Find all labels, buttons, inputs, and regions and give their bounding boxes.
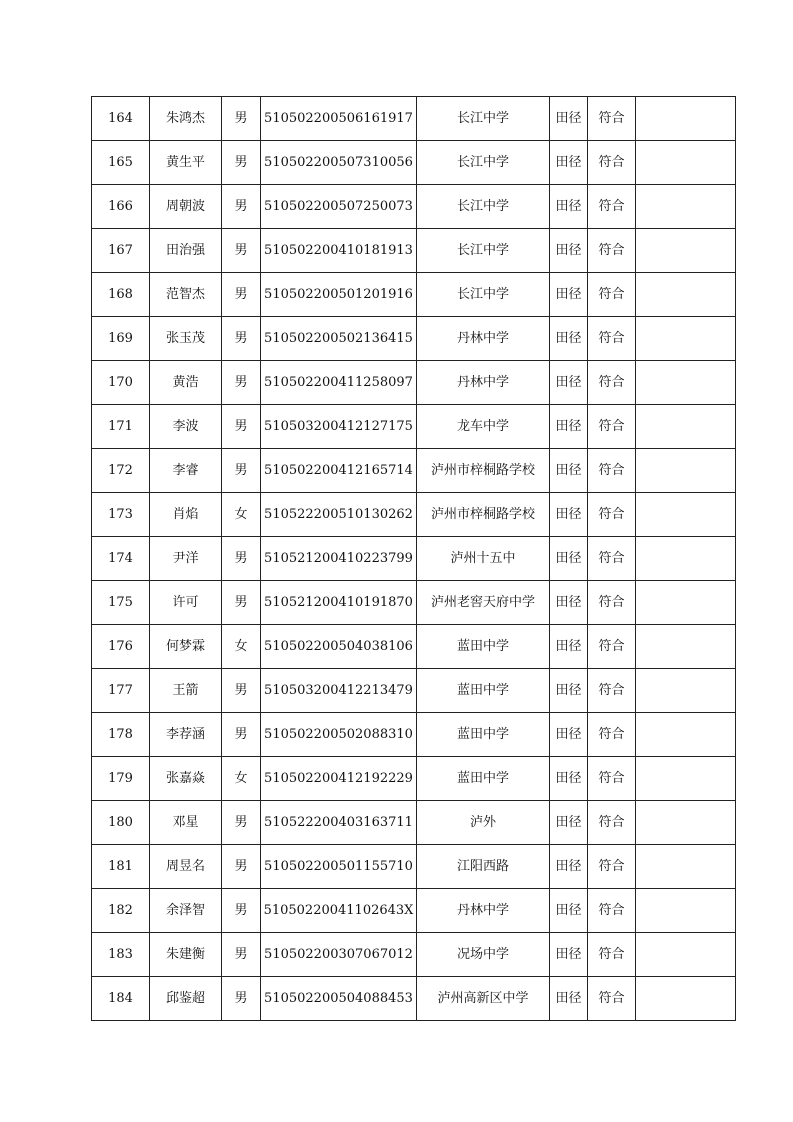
gender-cell: 男 [222, 273, 261, 317]
note-cell [636, 669, 736, 713]
table-row [92, 493, 736, 537]
table-row [92, 185, 736, 229]
name-cell: 张玉茂 [150, 317, 222, 361]
result-cell: 符合 [588, 141, 636, 185]
event-cell: 田径 [550, 229, 588, 273]
note-cell [636, 317, 736, 361]
school-cell: 泸州市梓桐路学校 [417, 449, 550, 493]
name-cell: 肖焰 [150, 493, 222, 537]
gender-cell: 男 [222, 405, 261, 449]
table-row [92, 669, 736, 713]
id-number-cell: 510503200412213479 [261, 669, 417, 713]
table-row [92, 141, 736, 185]
school-cell: 泸外 [417, 801, 550, 845]
id-number-cell: 510502200501155710 [261, 845, 417, 889]
gender-cell: 男 [222, 229, 261, 273]
name-cell: 朱鸿杰 [150, 97, 222, 141]
school-cell: 蓝田中学 [417, 757, 550, 801]
row-number-cell: 176 [92, 625, 150, 669]
school-cell: 丹林中学 [417, 361, 550, 405]
event-cell: 田径 [550, 141, 588, 185]
name-cell: 李波 [150, 405, 222, 449]
table-row [92, 229, 736, 273]
school-cell: 丹林中学 [417, 317, 550, 361]
id-number-cell: 510502200501201916 [261, 273, 417, 317]
name-cell: 许可 [150, 581, 222, 625]
school-cell: 蓝田中学 [417, 625, 550, 669]
gender-cell: 男 [222, 933, 261, 977]
id-number-cell: 510502200307067012 [261, 933, 417, 977]
id-number-cell: 510521200410223799 [261, 537, 417, 581]
note-cell [636, 845, 736, 889]
event-cell: 田径 [550, 977, 588, 1021]
row-number-cell: 183 [92, 933, 150, 977]
name-cell: 李睿 [150, 449, 222, 493]
gender-cell: 男 [222, 977, 261, 1021]
gender-cell: 女 [222, 493, 261, 537]
result-cell: 符合 [588, 889, 636, 933]
id-number-cell: 510502200506161917 [261, 97, 417, 141]
result-cell: 符合 [588, 625, 636, 669]
event-cell: 田径 [550, 537, 588, 581]
id-number-cell: 510502200502088310 [261, 713, 417, 757]
note-cell [636, 933, 736, 977]
name-cell: 尹洋 [150, 537, 222, 581]
result-cell: 符合 [588, 405, 636, 449]
roster-body [92, 97, 736, 1021]
school-cell: 蓝田中学 [417, 669, 550, 713]
note-cell [636, 405, 736, 449]
table-row [92, 361, 736, 405]
result-cell: 符合 [588, 449, 636, 493]
note-cell [636, 229, 736, 273]
row-number-cell: 184 [92, 977, 150, 1021]
id-number-cell: 510502200412192229 [261, 757, 417, 801]
id-number-cell: 510502200412165714 [261, 449, 417, 493]
result-cell: 符合 [588, 933, 636, 977]
school-cell: 长江中学 [417, 229, 550, 273]
note-cell [636, 273, 736, 317]
event-cell: 田径 [550, 449, 588, 493]
row-number-cell: 171 [92, 405, 150, 449]
name-cell: 李荐涵 [150, 713, 222, 757]
row-number-cell: 167 [92, 229, 150, 273]
table-row [92, 97, 736, 141]
gender-cell: 男 [222, 581, 261, 625]
name-cell: 周朝波 [150, 185, 222, 229]
note-cell [636, 977, 736, 1021]
name-cell: 田治强 [150, 229, 222, 273]
id-number-cell: 510502200507250073 [261, 185, 417, 229]
roster-table [91, 96, 736, 1021]
result-cell: 符合 [588, 273, 636, 317]
row-number-cell: 174 [92, 537, 150, 581]
name-cell: 邓星 [150, 801, 222, 845]
table-row [92, 801, 736, 845]
table-row [92, 317, 736, 361]
id-number-cell: 510502200410181913 [261, 229, 417, 273]
id-number-cell: 510522200403163711 [261, 801, 417, 845]
note-cell [636, 581, 736, 625]
name-cell: 黄浩 [150, 361, 222, 405]
school-cell: 丹林中学 [417, 889, 550, 933]
id-number-cell: 510502200411258097 [261, 361, 417, 405]
id-number-cell: 510502200502136415 [261, 317, 417, 361]
table-row [92, 581, 736, 625]
event-cell: 田径 [550, 405, 588, 449]
row-number-cell: 173 [92, 493, 150, 537]
result-cell: 符合 [588, 185, 636, 229]
note-cell [636, 801, 736, 845]
school-cell: 长江中学 [417, 185, 550, 229]
event-cell: 田径 [550, 845, 588, 889]
row-number-cell: 164 [92, 97, 150, 141]
gender-cell: 女 [222, 757, 261, 801]
row-number-cell: 177 [92, 669, 150, 713]
school-cell: 长江中学 [417, 273, 550, 317]
event-cell: 田径 [550, 933, 588, 977]
note-cell [636, 449, 736, 493]
school-cell: 泸州十五中 [417, 537, 550, 581]
note-cell [636, 141, 736, 185]
row-number-cell: 166 [92, 185, 150, 229]
row-number-cell: 168 [92, 273, 150, 317]
note-cell [636, 713, 736, 757]
result-cell: 符合 [588, 317, 636, 361]
school-cell: 江阳西路 [417, 845, 550, 889]
id-number-cell: 510502200504088453 [261, 977, 417, 1021]
result-cell: 符合 [588, 713, 636, 757]
row-number-cell: 165 [92, 141, 150, 185]
gender-cell: 男 [222, 449, 261, 493]
result-cell: 符合 [588, 977, 636, 1021]
gender-cell: 男 [222, 97, 261, 141]
name-cell: 周昱名 [150, 845, 222, 889]
result-cell: 符合 [588, 845, 636, 889]
event-cell: 田径 [550, 361, 588, 405]
school-cell: 泸州市梓桐路学校 [417, 493, 550, 537]
note-cell [636, 757, 736, 801]
result-cell: 符合 [588, 493, 636, 537]
school-cell: 长江中学 [417, 97, 550, 141]
table-row [92, 757, 736, 801]
result-cell: 符合 [588, 669, 636, 713]
note-cell [636, 625, 736, 669]
gender-cell: 男 [222, 801, 261, 845]
result-cell: 符合 [588, 97, 636, 141]
id-number-cell: 510502200504038106 [261, 625, 417, 669]
table-row [92, 845, 736, 889]
name-cell: 何梦霖 [150, 625, 222, 669]
event-cell: 田径 [550, 581, 588, 625]
gender-cell: 女 [222, 625, 261, 669]
event-cell: 田径 [550, 625, 588, 669]
table-row [92, 933, 736, 977]
gender-cell: 男 [222, 889, 261, 933]
id-number-cell: 510502200507310056 [261, 141, 417, 185]
school-cell: 长江中学 [417, 141, 550, 185]
school-cell: 况场中学 [417, 933, 550, 977]
result-cell: 符合 [588, 757, 636, 801]
school-cell: 泸州高新区中学 [417, 977, 550, 1021]
event-cell: 田径 [550, 185, 588, 229]
event-cell: 田径 [550, 801, 588, 845]
id-number-cell: 510521200410191870 [261, 581, 417, 625]
note-cell [636, 493, 736, 537]
event-cell: 田径 [550, 713, 588, 757]
gender-cell: 男 [222, 361, 261, 405]
note-cell [636, 361, 736, 405]
gender-cell: 男 [222, 141, 261, 185]
name-cell: 黄生平 [150, 141, 222, 185]
note-cell [636, 889, 736, 933]
result-cell: 符合 [588, 801, 636, 845]
result-cell: 符合 [588, 361, 636, 405]
note-cell [636, 97, 736, 141]
event-cell: 田径 [550, 669, 588, 713]
school-cell: 龙车中学 [417, 405, 550, 449]
row-number-cell: 169 [92, 317, 150, 361]
event-cell: 田径 [550, 493, 588, 537]
note-cell [636, 537, 736, 581]
id-number-cell: 51050220041102643X [261, 889, 417, 933]
result-cell: 符合 [588, 537, 636, 581]
table-row [92, 889, 736, 933]
name-cell: 邱鉴超 [150, 977, 222, 1021]
note-cell [636, 185, 736, 229]
row-number-cell: 178 [92, 713, 150, 757]
id-number-cell: 510522200510130262 [261, 493, 417, 537]
row-number-cell: 179 [92, 757, 150, 801]
event-cell: 田径 [550, 889, 588, 933]
row-number-cell: 170 [92, 361, 150, 405]
gender-cell: 男 [222, 713, 261, 757]
table-row [92, 977, 736, 1021]
gender-cell: 男 [222, 185, 261, 229]
id-number-cell: 510503200412127175 [261, 405, 417, 449]
result-cell: 符合 [588, 229, 636, 273]
event-cell: 田径 [550, 757, 588, 801]
row-number-cell: 181 [92, 845, 150, 889]
table-row [92, 449, 736, 493]
name-cell: 范智杰 [150, 273, 222, 317]
result-cell: 符合 [588, 581, 636, 625]
name-cell: 王箭 [150, 669, 222, 713]
row-number-cell: 172 [92, 449, 150, 493]
table-row [92, 713, 736, 757]
row-number-cell: 180 [92, 801, 150, 845]
gender-cell: 男 [222, 845, 261, 889]
gender-cell: 男 [222, 537, 261, 581]
event-cell: 田径 [550, 97, 588, 141]
table-row [92, 273, 736, 317]
gender-cell: 男 [222, 669, 261, 713]
school-cell: 泸州老窖天府中学 [417, 581, 550, 625]
table-row [92, 405, 736, 449]
table-row [92, 625, 736, 669]
event-cell: 田径 [550, 317, 588, 361]
row-number-cell: 182 [92, 889, 150, 933]
school-cell: 蓝田中学 [417, 713, 550, 757]
name-cell: 朱建衡 [150, 933, 222, 977]
row-number-cell: 175 [92, 581, 150, 625]
table-row [92, 537, 736, 581]
name-cell: 余泽智 [150, 889, 222, 933]
event-cell: 田径 [550, 273, 588, 317]
name-cell: 张嘉焱 [150, 757, 222, 801]
gender-cell: 男 [222, 317, 261, 361]
